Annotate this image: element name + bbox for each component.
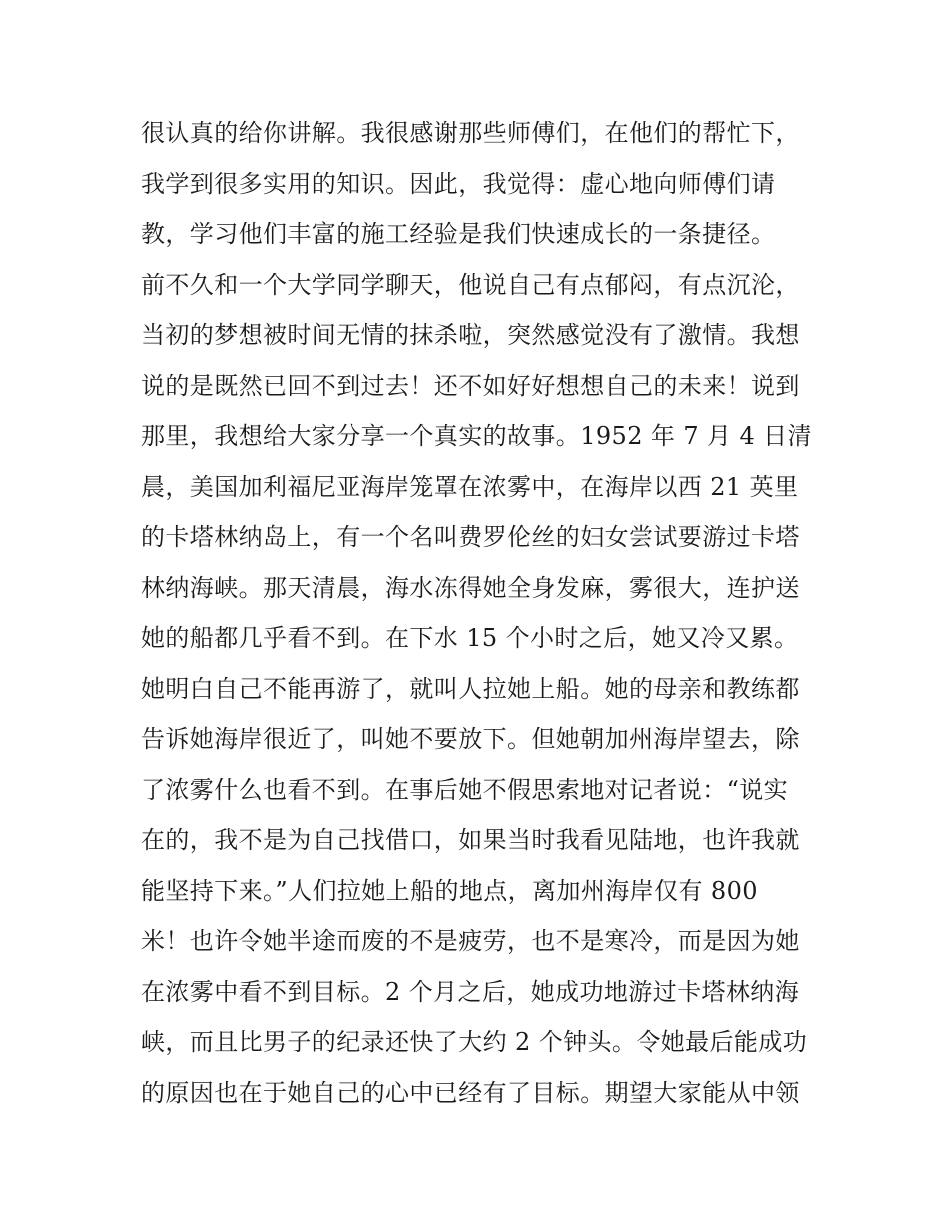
- text-line: 峡，而且比男子的纪录还快了大约 2 个钟头。令她最后能成功: [141, 1028, 808, 1056]
- text-line: 当初的梦想被时间无情的抹杀啦，突然感觉没有了激情。我想: [141, 321, 800, 349]
- text-line: 的卡塔林纳岛上，有一个名叫费罗伦丝的妇女尝试要游过卡塔: [141, 523, 800, 551]
- text-line: 很认真的给你讲解。我很感谢那些师傅们，在他们的帮忙下，: [141, 119, 800, 147]
- text-line: 告诉她海岸很近了，叫她不要放下。但她朝加州海岸望去，除: [141, 725, 800, 753]
- text-line: 晨，美国加利福尼亚海岸笼罩在浓雾中，在海岸以西 21 英里: [141, 472, 799, 501]
- text-line: 她的船都几乎看不到。在下水 15 个小时之后，她又冷又累。: [141, 624, 799, 652]
- text-line: 教，学习他们丰富的施工经验是我们快速成长的一条捷径。: [141, 220, 776, 248]
- text-line: 林纳海峡。那天清晨，海水冻得她全身发麻，雾很大，连护送: [141, 573, 800, 602]
- text-line: 前不久和一个大学同学聊天，他说自己有点郁闷，有点沉沦，: [141, 270, 800, 299]
- text-line: 能坚持下来。”人们拉她上船的地点，离加州海岸仅有 800: [141, 876, 758, 905]
- text-line: 那里，我想给大家分享一个真实的故事。1952 年 7 月 4 日清: [141, 422, 812, 450]
- text-line: 我学到很多实用的知识。因此，我觉得：虚心地向师傅们请: [141, 169, 776, 198]
- text-line: 米！也许令她半途而废的不是疲劳，也不是寒冷，而是因为她: [141, 927, 800, 955]
- body-text: [141, 108, 831, 1118]
- text-line: 在浓雾中看不到目标。2 个月之后，她成功地游过卡塔林纳海: [141, 977, 800, 1006]
- text-line: 说的是既然已回不到过去！还不如好好想想自己的未来！说到: [141, 371, 800, 400]
- text-line: 在的，我不是为自己找借口，如果当时我看见陆地，也许我就: [141, 826, 800, 854]
- text-line: 了浓雾什么也看不到。在事后她不假思索地对记者说：“说实: [141, 775, 789, 804]
- text-line: 的原因也在于她自己的心中已经有了目标。期望大家能从中领: [141, 1078, 800, 1107]
- text-line: 她明白自己不能再游了，就叫人拉她上船。她的母亲和教练都: [141, 674, 800, 703]
